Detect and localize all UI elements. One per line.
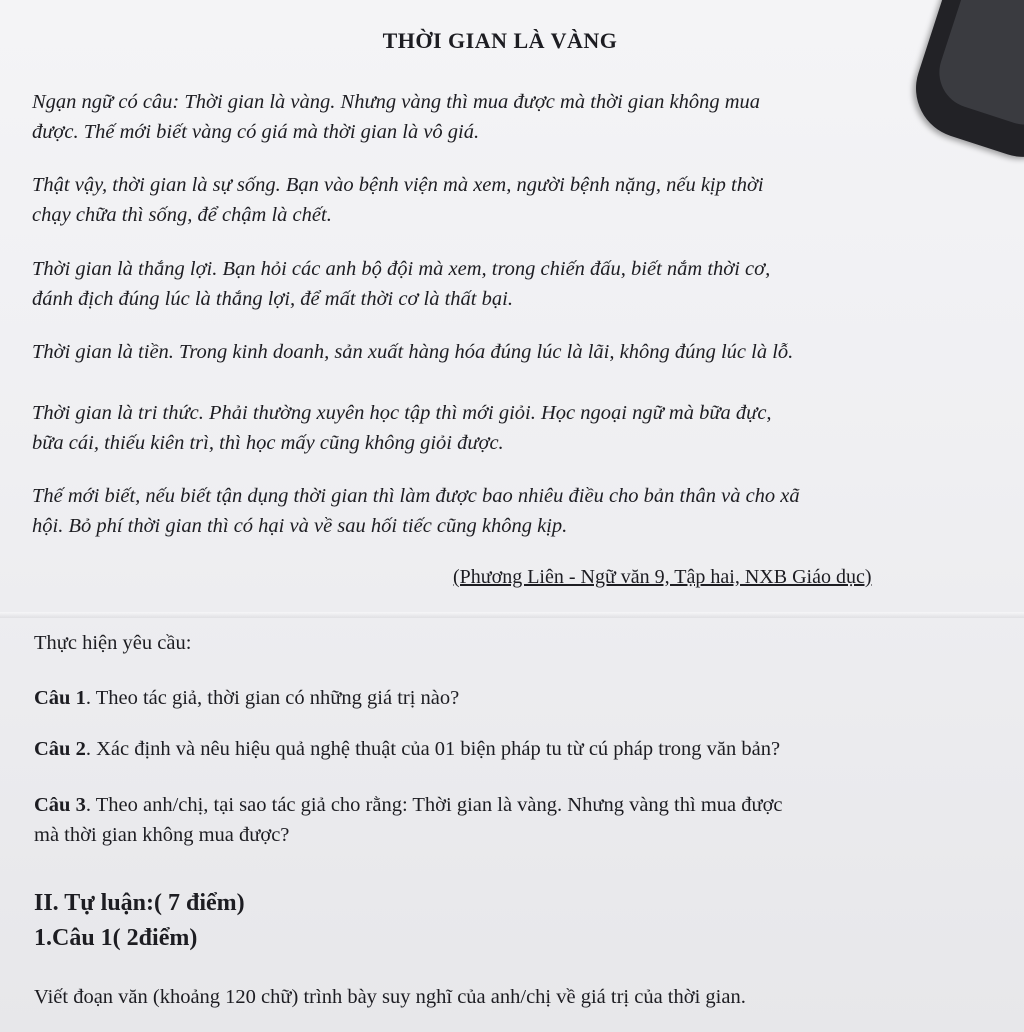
question-3 (34, 790, 783, 850)
passage-paragraph-5 (32, 398, 772, 458)
passage-line: bữa cái, thiếu kiên trì, thì học mấy cũng không giỏi được. (32, 432, 504, 454)
instructions-label: Thực hiện yêu cầu: (34, 632, 192, 654)
question-label: Câu 1 (34, 687, 86, 709)
question-label: Câu 2 (34, 738, 86, 760)
question-text: . Theo tác giả, thời gian có những giá trị nào? (85, 687, 460, 709)
question-2 (34, 734, 780, 764)
subsection-title: 1.Câu 1( 2điểm) (34, 925, 198, 951)
question-text: . Xác định và nêu hiệu quả nghệ thuật của 01 biện pháp tu từ cú pháp trong văn bản? (85, 738, 781, 760)
question-text: . Theo anh/chị, tại sao tác giả cho rằng: Thời gian là vàng. Nhưng vàng thì mua được (85, 794, 783, 816)
passage-line: Thời gian là tri thức. Phải thường xuyên học tập thì mới giỏi. Học ngoại ngữ mà bữa đực, (32, 402, 772, 424)
phone-screen (930, 0, 1024, 134)
essay-prompt: Viết đoạn văn (khoảng 120 chữ) trình bày suy nghĩ của anh/chị về giá trị của thời gian. (34, 986, 746, 1008)
passage-line: Thật vậy, thời gian là sự sống. Bạn vào bệnh viện mà xem, người bệnh nặng, nếu kịp thời (32, 174, 764, 196)
passage-line: Thời gian là tiền. Trong kinh doanh, sản xuất hàng hóa đúng lúc là lãi, không đúng lúc là lỗ. (32, 341, 794, 363)
question-label: Câu 3 (34, 794, 86, 816)
passage-line: Thế mới biết, nếu biết tận dụng thời gian thì làm được bao nhiêu điều cho bản thân và cho xã (32, 485, 800, 507)
passage-line: hội. Bỏ phí thời gian thì có hại và về sau hối tiếc cũng không kịp. (32, 515, 568, 537)
passage-paragraph-1 (32, 87, 760, 147)
passage-line: Ngạn ngữ có câu: Thời gian là vàng. Nhưng vàng thì mua được mà thời gian không mua (32, 91, 761, 113)
passage-line: chạy chữa thì sống, để chậm là chết. (32, 204, 332, 226)
question-1 (34, 683, 459, 713)
passage-line: đánh địch đúng lúc là thắng lợi, để mất thời cơ là thất bại. (32, 288, 513, 310)
passage-line: được. Thế mới biết vàng có giá mà thời gian là vô giá. (32, 121, 480, 143)
paper-fold (0, 612, 1024, 618)
passage-paragraph-6 (32, 481, 800, 541)
source-citation: (Phương Liên - Ngữ văn 9, Tập hai, NXB Giáo dục) (453, 566, 872, 588)
passage-line: Thời gian là thắng lợi. Bạn hỏi các anh bộ đội mà xem, trong chiến đấu, biết nắm thời cơ, (32, 258, 771, 280)
passage-paragraph-3 (32, 254, 770, 314)
question-text-line-2: mà thời gian không mua được? (34, 824, 290, 846)
passage-paragraph-4 (32, 337, 793, 367)
document-title: THỜI GIAN LÀ VÀNG (382, 28, 618, 53)
passage-paragraph-2 (32, 170, 764, 230)
section-title: II. Tự luận:( 7 điểm) (34, 890, 245, 916)
